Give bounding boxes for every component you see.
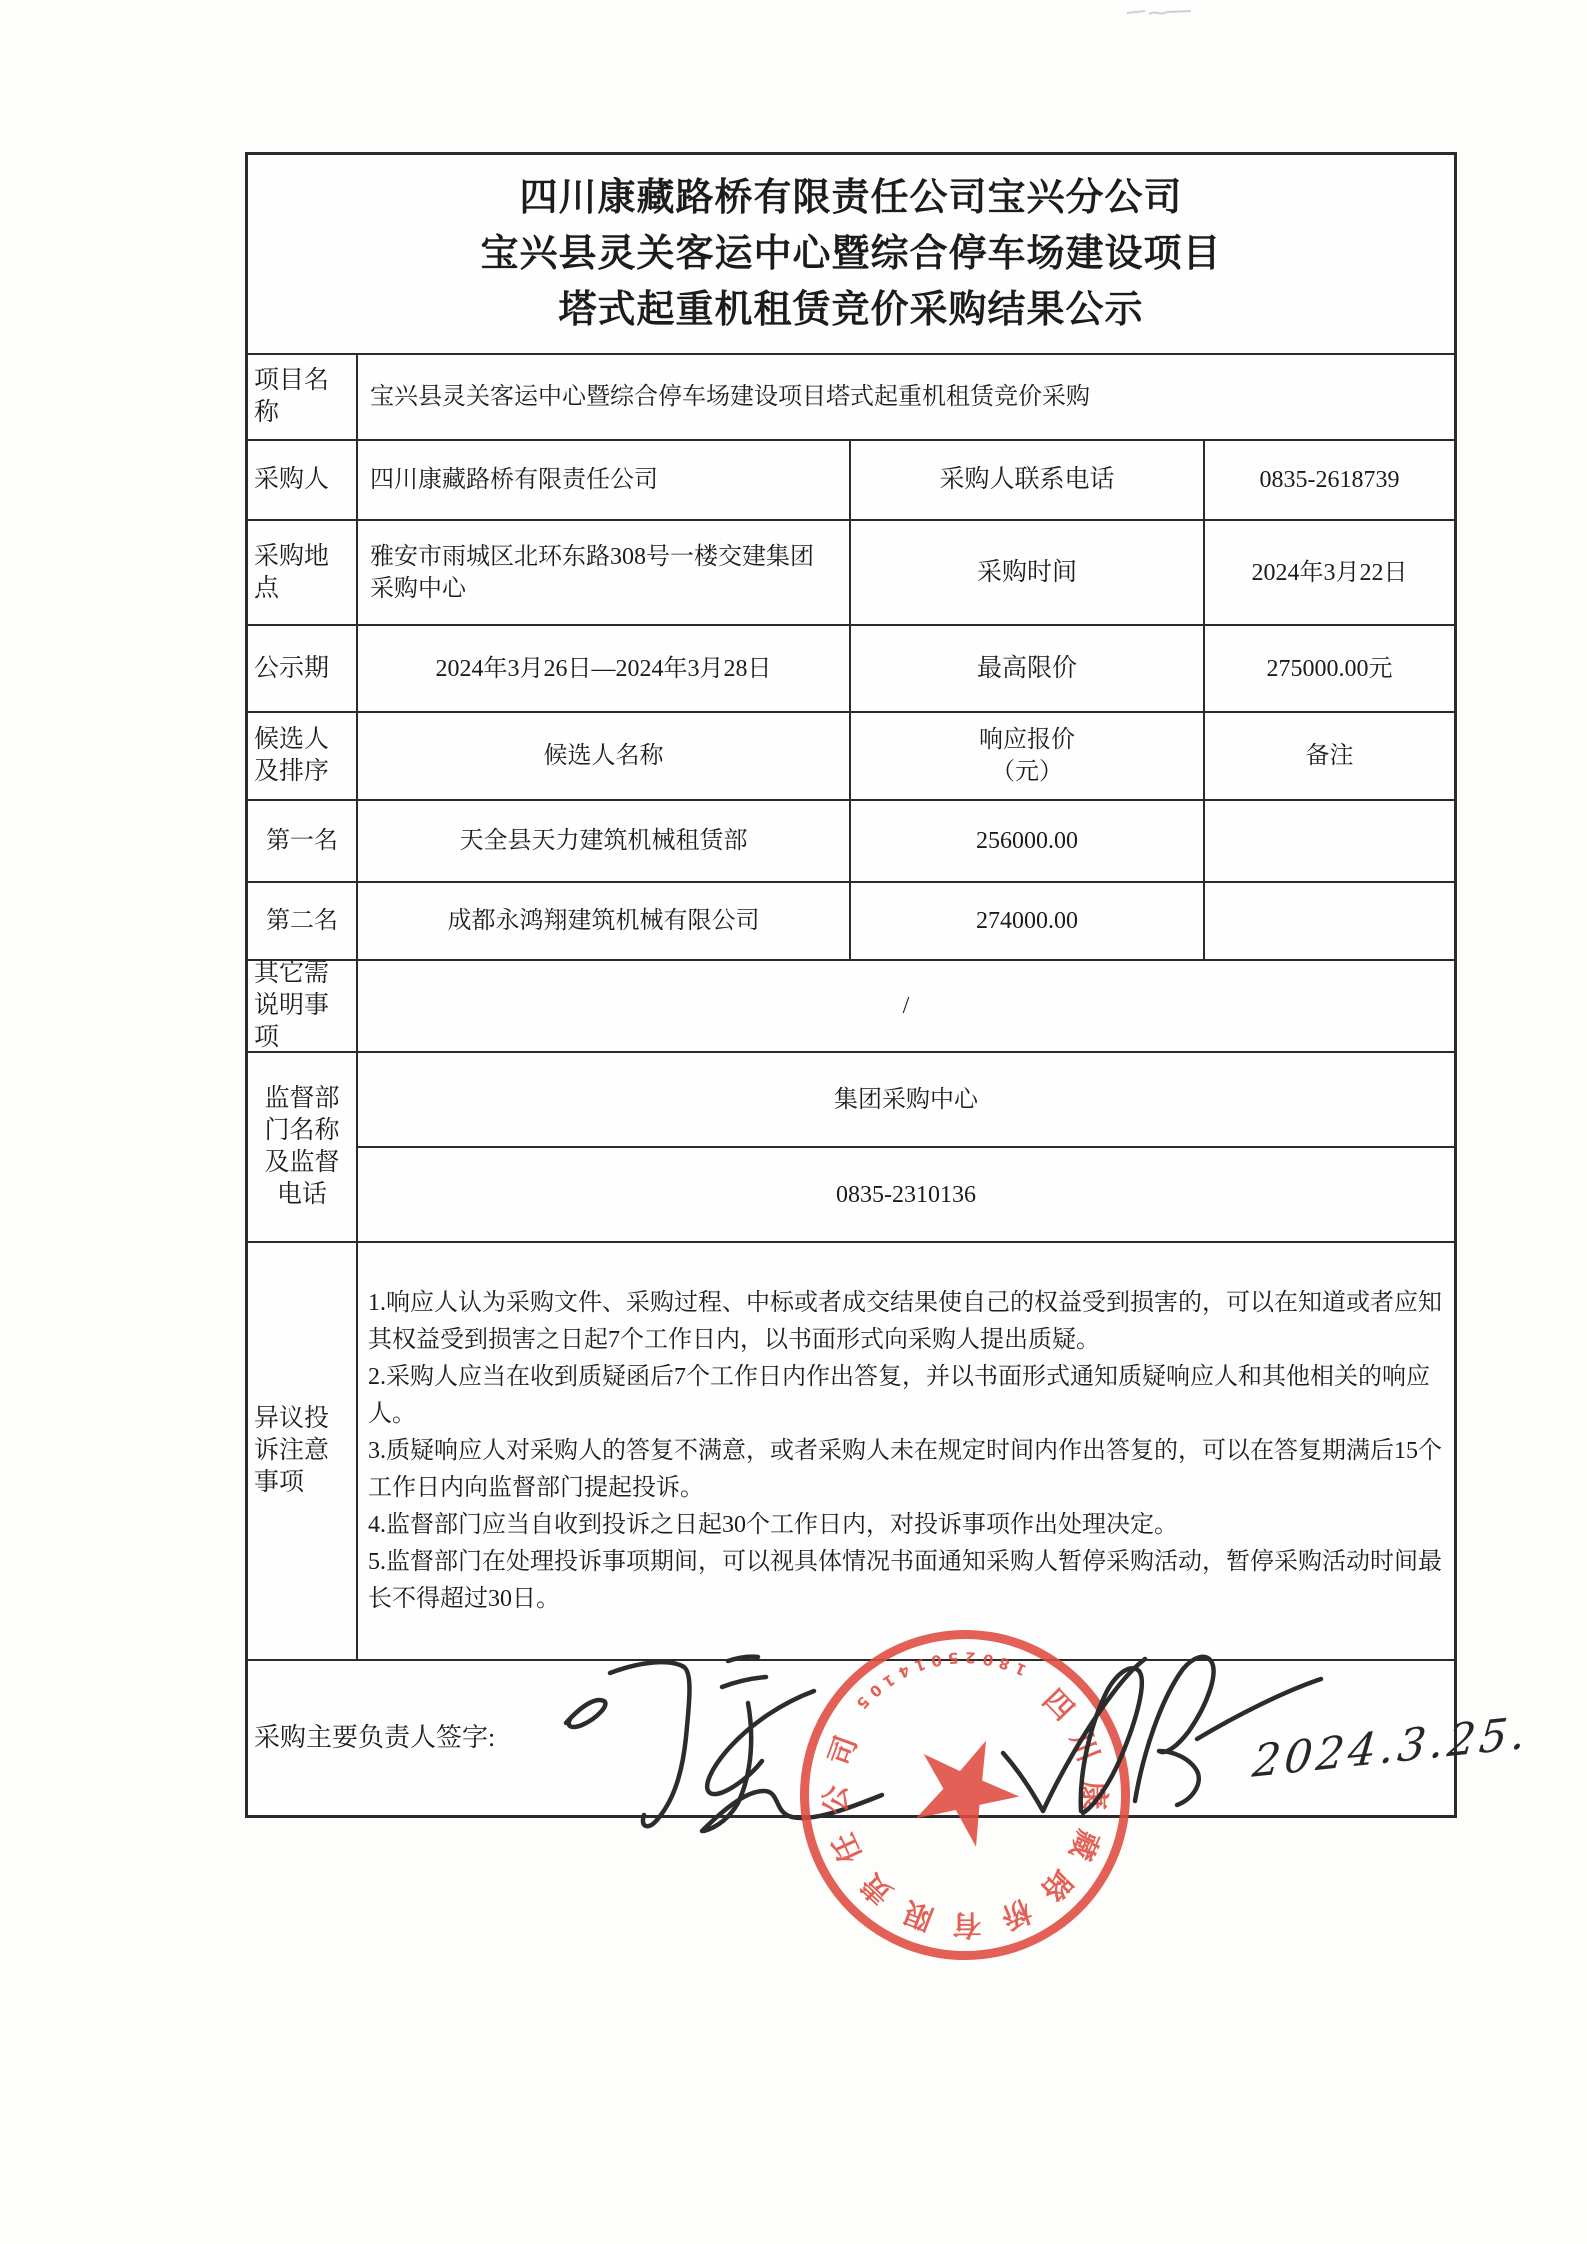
candidate-row-2-rank: 第二名 [248,883,358,961]
candidate-rank-header: 候选人及排序 [248,713,358,801]
seal-company-char: 任 [827,1828,869,1868]
objection-item-5: 5.监督部门在处理投诉事项期间，可以视具体情况书面通知采购人暂停采购活动，暂停采购活动时间最长不得超过30日。 [368,1548,1442,1612]
other-notes-label: 其它需说明事项 [248,961,358,1053]
title-line-2: 宝兴县灵关客运中心暨综合停车场建设项目 [480,233,1222,275]
seal-code-digit: 2 [965,1648,977,1667]
candidate-row-1-note [1205,801,1454,883]
seal-company-char: 藏 [1063,1824,1105,1864]
objection-item-4: 4.监督部门应当自收到投诉之日起30个工作日内，对投诉事项作出处理决定。 [368,1511,1178,1538]
project-name-label: 项目名称 [248,355,358,441]
announcement-table [245,152,1457,1818]
objection-body [358,1243,1454,1661]
seal-company-char: 川 [1064,1727,1105,1767]
sign-label: 采购主要负责人签字: [254,1723,496,1752]
candidate-row-1-rank: 第一名 [248,801,358,883]
max-price-label: 最高限价 [851,626,1205,713]
objection-item-2: 2.采购人应当在收到质疑函后7个工作日内作出答复，并以书面形式通知质疑响应人和其他相关的响应人。 [368,1363,1430,1427]
candidate-name-header: 候选人名称 [358,713,851,801]
project-name-value: 宝兴县灵关客运中心暨综合停车场建设项目塔式起重机租赁竞价采购 [358,355,1454,441]
objection-item-1: 1.响应人认为采购文件、采购过程、中标或者成交结果使自己的权益受到损害的，可以在知道或者应知其权益受到损害之日起7个工作日内，以书面形式向采购人提出质疑。 [368,1289,1442,1353]
seal-company-char: 有 [952,1907,982,1940]
seal-code-digit: 5 [947,1648,960,1668]
purchaser-value: 四川康藏路桥有限责任公司 [358,441,851,521]
seal-code-digit: 0 [929,1650,944,1671]
company-seal [769,1599,1160,1990]
supervision-dept: 集团采购中心 [358,1053,1454,1148]
candidate-row-1-name: 天全县天力建筑机械租赁部 [358,801,851,883]
document-title [248,155,1454,355]
publicity-period-value: 2024年3月26日—2024年3月28日 [358,626,851,713]
supervision-phone: 0835-2310136 [358,1148,1454,1243]
seal-company-char: 路 [1034,1863,1078,1908]
seal-company-char: 桥 [995,1892,1036,1934]
seal-company-char: 责 [855,1866,899,1910]
seal-company-char: 公 [820,1784,854,1816]
max-price-value: 275000.00元 [1205,626,1454,713]
seal-company-char: 限 [899,1894,938,1935]
candidate-row-1-bid: 256000.00 [851,801,1205,883]
objection-item-3: 3.质疑响应人对采购人的答复不满意，或者采购人未在规定时间内作出答复的，可以在答复期满后15个工作日内向监督部门提起投诉。 [368,1437,1442,1501]
purchaser-contact-label: 采购人联系电话 [851,441,1205,521]
publicity-period-label: 公示期 [248,626,358,713]
supervision-label: 监督部门名称及监督电话 [248,1053,358,1243]
seal-company-char: 司 [824,1731,865,1771]
seal-code-digit: 5 [852,1693,874,1713]
handwritten-date: 2024.3.25. [1250,1707,1532,1788]
seal-company-char: 康 [1077,1781,1110,1811]
location-value: 雅安市雨城区北环东路308号一楼交建集团采购中心 [358,521,851,626]
candidate-bid-header: 响应报价 （元） [851,713,1205,801]
other-notes-value: / [358,961,1454,1053]
seal-code-digit: 0 [865,1680,886,1702]
seal-code-digit: 1 [879,1670,899,1691]
seal-code-digit: 1 [1012,1659,1030,1680]
candidate-note-header: 备注 [1205,713,1454,801]
candidate-row-2-note [1205,883,1454,961]
objection-label: 异议投诉注意事项 [248,1243,358,1661]
seal-code-digit: 8 [997,1653,1013,1674]
purchaser-contact-value: 0835-2618739 [1205,441,1454,521]
purchaser-label: 采购人 [248,441,358,521]
seal-company-char: 四 [1035,1684,1080,1728]
candidate-row-2-name: 成都永鸿翔建筑机械有限公司 [358,883,851,961]
purchase-time-value: 2024年3月22日 [1205,521,1454,626]
scan-artifact [1125,6,1195,20]
location-label: 采购地点 [248,521,358,626]
seal-code-digit: 1 [911,1654,928,1676]
seal-code-digit: 0 [981,1649,995,1670]
title-line-1: 四川康藏路桥有限责任公司宝兴分公司 [519,177,1183,219]
seal-code-digit: 4 [895,1661,913,1683]
title-line-3: 塔式起重机租赁竞价采购结果公示 [558,289,1144,331]
purchase-time-label: 采购时间 [851,521,1205,626]
candidate-row-2-bid: 274000.00 [851,883,1205,961]
